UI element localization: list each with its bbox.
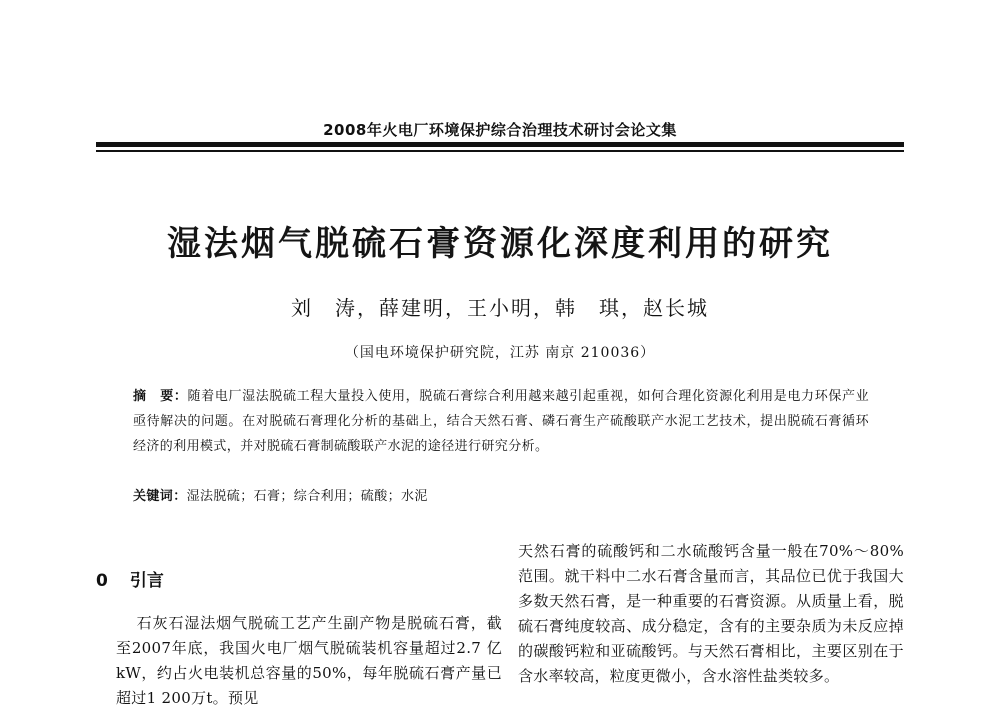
- abstract-text: 随着电厂湿法脱硫工程大量投入使用，脱硫石膏综合利用越来越引起重视，如何合理化资源化利用是电力环保产业亟待解决的问题。在对脱硫石膏理化分析的基础上，结合天然石膏、磷石膏生产硫酸联产水泥工艺技术，提出脱硫石膏循环经济的利用模式，并对脱硫石膏制硫酸联产水泥的途径进行研究分析。: [133, 389, 869, 454]
- section-title: 引言: [129, 571, 164, 591]
- paper-authors: 刘 涛，薛建明，王小明，韩 琪，赵长城: [291, 296, 709, 320]
- keywords: [133, 486, 869, 508]
- paper-title: 湿法烟气脱硫石膏资源化深度利用的研究: [167, 224, 833, 264]
- keywords-label: 关键词：: [133, 489, 187, 504]
- keywords-text: 湿法脱硫；石膏；综合利用；硫酸；水泥: [186, 489, 428, 504]
- abstract-label: 摘 要：: [133, 389, 188, 404]
- abstract: [133, 384, 869, 459]
- section-heading: [96, 566, 164, 591]
- running-header: 2008年火电厂环境保护综合治理技术研讨会论文集: [323, 121, 677, 139]
- paper-affiliation: （国电环境保护研究院，江苏 南京 210036）: [344, 345, 656, 361]
- body-right-column: [518, 539, 904, 689]
- body-left-text: 石灰石湿法烟气脱硫工艺产生副产物是脱硫石膏，截至2007年底，我国火电厂烟气脱硫装机容量超过2.7 亿 kW，约占火电装机总容量的50%，每年脱硫石膏产量已超过1 200万t。预见: [116, 614, 502, 707]
- section-number: 0: [96, 571, 108, 591]
- header-rule-thick: [96, 142, 904, 147]
- body-right-text: 天然石膏的硫酸钙和二水硫酸钙含量一般在70%～80%范围。就干料中二水石膏含量而言，其品位已优于我国大多数天然石膏，是一种重要的石膏资源。从质量上看，脱硫石膏纯度较高、成分稳定，含有的主要杂质为未反应掉的碳酸钙粒和亚硫酸钙。与天然石膏相比，主要区别在于含水率较高，粒度更微小，含水溶性盐类较多。: [518, 542, 904, 685]
- header-rule-thin: [96, 150, 904, 152]
- body-left-column: [116, 611, 502, 711]
